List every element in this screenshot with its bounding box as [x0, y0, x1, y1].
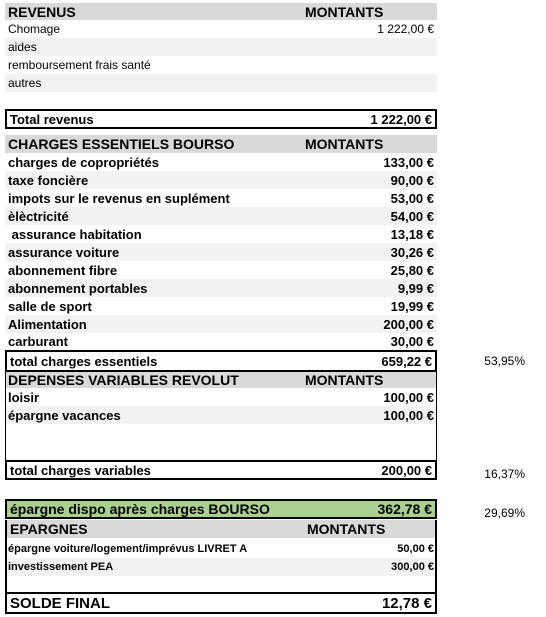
- charges-row-label: abonnement portables: [8, 280, 148, 296]
- total-charges-amount: 659,22 €: [381, 353, 432, 369]
- charges-row-amount: 30,26 €: [390, 244, 434, 260]
- revenus-row-label: Chomage: [8, 22, 61, 36]
- charges-row-amount: 25,80 €: [390, 262, 434, 278]
- charges-row: [5, 171, 437, 189]
- charges-row: [5, 207, 437, 225]
- charges-row-label: èlèctricité: [8, 208, 69, 224]
- epargne-dispo-amount: 362,78 €: [377, 501, 432, 517]
- epargnes-row: [5, 558, 437, 576]
- solde-final-amount: 12,78 €: [381, 594, 432, 612]
- charges-row-amount: 90,00 €: [390, 172, 434, 188]
- charges-row-label: salle de sport: [8, 298, 92, 314]
- variables-border-right: [436, 370, 437, 460]
- charges-row-label: taxe foncière: [8, 172, 89, 188]
- variables-row-amount: 100,00 €: [383, 389, 434, 405]
- charges-row-amount: 200,00 €: [383, 316, 434, 332]
- charges-row-label: charges de copropriétés: [8, 154, 159, 170]
- charges-row: [5, 153, 437, 171]
- charges-row: [5, 315, 437, 333]
- epargnes-row-label: épargne voiture/logement/imprévus LIVRET A: [8, 543, 248, 555]
- charges-row-label: abonnement fibre: [8, 262, 118, 278]
- epargnes-header-amount: MONTANTS: [307, 521, 386, 537]
- epargnes-header: EPARGNES: [10, 521, 88, 537]
- charges-row: [5, 243, 437, 261]
- charges-row-amount: 53,00 €: [390, 190, 434, 206]
- epargnes-row-amount: 300,00 €: [391, 561, 434, 573]
- total-charges-label: total charges essentiels: [10, 353, 158, 369]
- charges-row: [5, 333, 437, 350]
- charges-row-amount: 13,18 €: [390, 226, 434, 242]
- variables-header: DEPENSES VARIABLES REVOLUT: [8, 372, 239, 388]
- charges-row-amount: 133,00 €: [383, 154, 434, 170]
- epargne-dispo-label: épargne dispo après charges BOURSO: [10, 501, 270, 517]
- variables-row: [5, 406, 437, 424]
- solde-final-label: SOLDE FINAL: [10, 594, 110, 612]
- charges-header-row: [5, 135, 437, 153]
- charges-row-label: assurance voiture: [8, 244, 120, 260]
- total-variables-label: total charges variables: [10, 462, 151, 478]
- charges-header-amount: MONTANTS: [305, 136, 384, 152]
- variables-row-label: épargne vacances: [8, 407, 121, 423]
- revenus-row-label: aides: [8, 40, 37, 54]
- charges-row-label: Alimentation: [8, 316, 87, 332]
- charges-row-amount: 30,00 €: [390, 334, 434, 349]
- revenus-header-amount: MONTANTS: [305, 3, 384, 20]
- epargnes-border-right: [435, 538, 437, 594]
- charges-row-label: impots sur le revenus en suplément: [8, 190, 230, 206]
- total-charges-pct: 53,95%: [484, 354, 525, 368]
- variables-row: [5, 388, 437, 406]
- revenus-row: [5, 38, 437, 56]
- charges-row-amount: 19,99 €: [390, 298, 434, 314]
- total-revenus-row: [5, 109, 437, 129]
- charges-header: CHARGES ESSENTIELS BOURSO: [8, 136, 235, 152]
- epargnes-row-label: investissement PEA: [8, 561, 114, 573]
- epargnes-row: [5, 540, 437, 558]
- revenus-row: [5, 74, 437, 92]
- charges-row-label: assurance habitation: [8, 226, 142, 242]
- total-variables-amount: 200,00 €: [381, 462, 432, 478]
- charges-row: [5, 279, 437, 297]
- epargne-dispo-pct: 29,69%: [484, 506, 525, 520]
- total-revenus-amount: 1 222,00 €: [370, 111, 432, 127]
- total-charges-row: [5, 350, 437, 370]
- variables-row-label: loisir: [8, 389, 40, 405]
- revenus-row-label: autres: [8, 76, 42, 90]
- charges-row-amount: 9,99 €: [397, 280, 434, 296]
- total-variables-row: [5, 460, 437, 480]
- epargnes-header-row: [5, 520, 437, 538]
- variables-header-row: [5, 370, 437, 388]
- variables-row-amount: 100,00 €: [383, 407, 434, 423]
- revenus-header-row: [5, 3, 437, 20]
- charges-row: [5, 297, 437, 315]
- epargne-dispo-row: [5, 499, 437, 519]
- epargnes-row-amount: 50,00 €: [397, 543, 434, 555]
- charges-row: [5, 261, 437, 279]
- charges-row-amount: 54,00 €: [390, 208, 434, 224]
- solde-final-row: [5, 592, 437, 614]
- revenus-row: [5, 56, 437, 74]
- epargnes-border-left: [5, 538, 7, 594]
- charges-row-label: carburant: [8, 334, 68, 349]
- revenus-row-amount: 1 222,00 €: [377, 22, 434, 36]
- variables-header-amount: MONTANTS: [305, 372, 384, 388]
- revenus-header: REVENUS: [8, 3, 76, 20]
- total-revenus-label: Total revenus: [10, 111, 94, 127]
- charges-row: [5, 189, 437, 207]
- variables-border-left: [5, 370, 6, 460]
- revenus-row-label: remboursement frais santé: [8, 58, 151, 72]
- revenus-spacer: [5, 92, 437, 108]
- total-variables-pct: 16,37%: [484, 467, 525, 481]
- charges-row: [5, 225, 437, 243]
- revenus-row: [5, 20, 437, 38]
